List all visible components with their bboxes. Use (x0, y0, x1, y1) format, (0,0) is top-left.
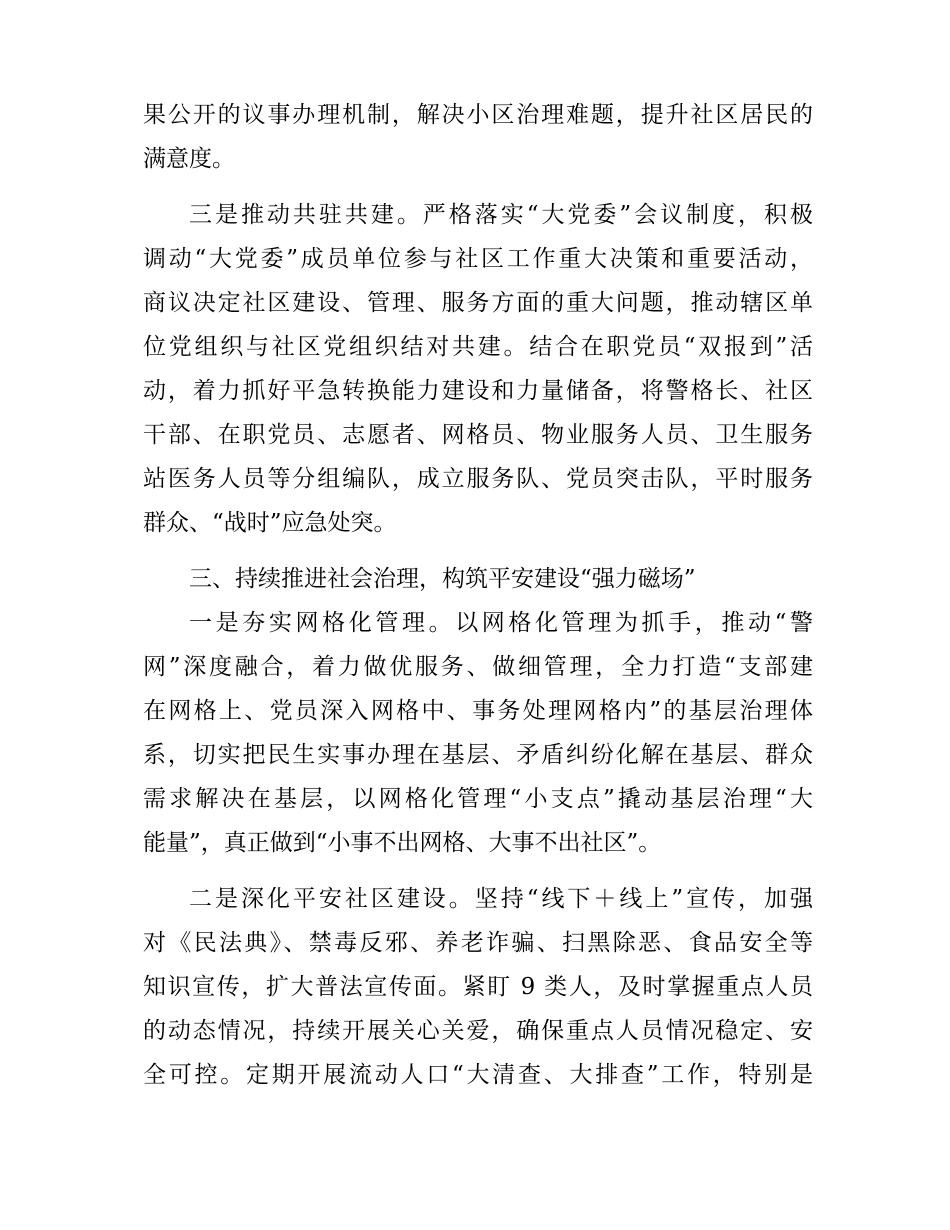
text-line: 调动“大党委”成员单位参与社区工作重大决策和重要活动， (143, 246, 813, 272)
text-line: 群众、“战时”应急处突。 (143, 510, 397, 536)
text-line: 三是推动共驻共建。严格落实“大党委”会议制度，积极 (189, 202, 813, 228)
text-line: 网”深度融合，着力做优服务、做细管理，全力打造“支部建 (143, 654, 813, 680)
text-line: 位党组织与社区党组织结对共建。结合在职党员“双报到”活 (143, 334, 813, 360)
text-line: 果公开的议事办理机制，解决小区治理难题，提升社区居民的 (143, 102, 813, 128)
text-line: 在网格上、党员深入网格中、事务处理网格内”的基层治理体 (143, 698, 813, 724)
text-line: 二是深化平安社区建设。坚持“线下＋线上”宣传，加强 (189, 886, 813, 912)
text-line: 站医务人员等分组编队，成立服务队、党员突击队，平时服务 (143, 466, 813, 492)
text-line: 一是夯实网格化管理。以网格化管理为抓手，推动“警 (189, 610, 813, 636)
text-line: 系，切实把民生实事办理在基层、矛盾纠纷化解在基层、群众 (143, 742, 813, 768)
text-line: 动，着力抓好平急转换能力建设和力量储备，将警格长、社区 (143, 378, 813, 404)
text-line: 的动态情况，持续开展关心关爱，确保重点人员情况稳定、安 (143, 1018, 813, 1044)
text-line: 三、持续推进社会治理，构筑平安建设“强力磁场” (189, 566, 696, 592)
text-line: 满意度。 (143, 146, 235, 172)
text-line: 干部、在职党员、志愿者、网格员、物业服务人员、卫生服务 (143, 422, 813, 448)
text-line: 对《民法典》、禁毒反邪、养老诈骗、扫黑除恶、食品安全等 (143, 930, 813, 956)
text-line: 知识宣传，扩大普法宣传面。紧盯 9 类人，及时掌握重点人员 (143, 974, 813, 1000)
text-line: 商议决定社区建设、管理、服务方面的重大问题，推动辖区单 (143, 290, 813, 316)
text-line: 能量”，真正做到“小事不出网格、大事不出社区”。 (143, 830, 662, 856)
text-line: 需求解决在基层，以网格化管理“小支点”撬动基层治理“大 (143, 786, 813, 812)
text-line: 全可控。定期开展流动人口“大清查、大排查”工作，特别是 (143, 1062, 813, 1088)
